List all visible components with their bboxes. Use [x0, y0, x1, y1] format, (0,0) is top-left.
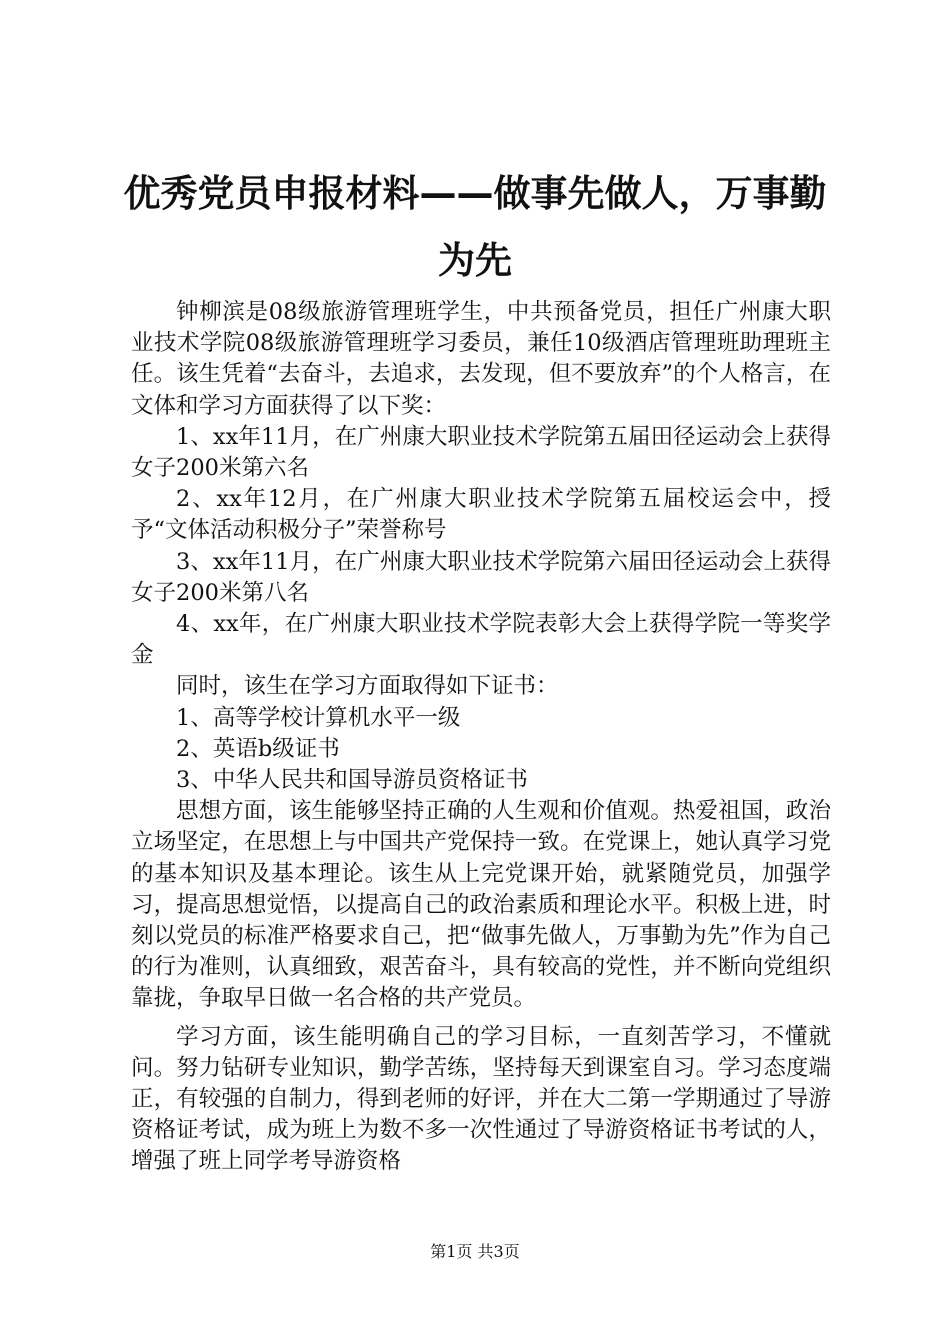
- body-paragraph-thought: 思想方面，该生能够坚持正确的人生观和价值观。热爱祖国，政治立场坚定，在思想上与中国共产党保持一致。在党课上，她认真学习党的基本知识及基本理论。该生从上完党课开始，就紧随党员，加强学习，提高思想觉悟，以提高自己的政治素质和理论水平。积极上进，时刻以党员的标准严格要求自己，把“做事先做人，万事勤为先”作为自己的行为准则，认真细致，艰苦奋斗，具有较高的党性，并不断向党组织靠拢，争取早日做一名合格的共产党员。: [131, 798, 831, 1012]
- award-item: 3、xx年11月，在广州康大职业技术学院第六届田径运动会上获得女子200米第八名: [131, 548, 831, 606]
- certificate-item: 3、中华人民共和国导游员资格证书: [176, 767, 528, 794]
- page-footer: 第1页 共3页: [430, 1242, 520, 1261]
- award-item: 1、xx年11月，在广州康大职业技术学院第五届田径运动会上获得女子200米第六名: [131, 423, 831, 482]
- document-body: [131, 297, 831, 1178]
- document-title: 优秀党员申报材料——做事先做人，万事勤为先: [123, 172, 827, 282]
- award-item: 2、xx年12月，在广州康大职业技术学院第五届校运会中，授予“文体活动积极分子”荣誉称号: [131, 486, 831, 544]
- certificate-item: 1、高等学校计算机水平一级: [176, 704, 461, 731]
- certificate-item: 2、英语b级证书: [176, 735, 340, 762]
- body-paragraph: 钟柳滨是08级旅游管理班学生，中共预备党员，担任广州康大职业技术学院08级旅游管理班学习委员，兼任10级酒店管理班助理班主任。该生凭着“去奋斗，去追求，去发现，但不要放弃”的个人格言，在文体和学习方面获得了以下奖：: [131, 299, 831, 419]
- award-item: 4、xx年，在广州康大职业技术学院表彰大会上获得学院一等奖学金: [131, 611, 831, 669]
- body-paragraph: 同时，该生在学习方面取得如下证书：: [176, 673, 559, 700]
- body-paragraph-study: 学习方面，该生能明确自己的学习目标，一直刻苦学习，不懂就问。努力钻研专业知识，勤学苦练，坚持每天到课室自习。学习态度端正，有较强的自制力，得到老师的好评，并在大二第一学期通过了导游资格证考试，成为班上为数不多一次性通过了导游资格证书考试的人，增强了班上同学考导游资格: [131, 1023, 831, 1175]
